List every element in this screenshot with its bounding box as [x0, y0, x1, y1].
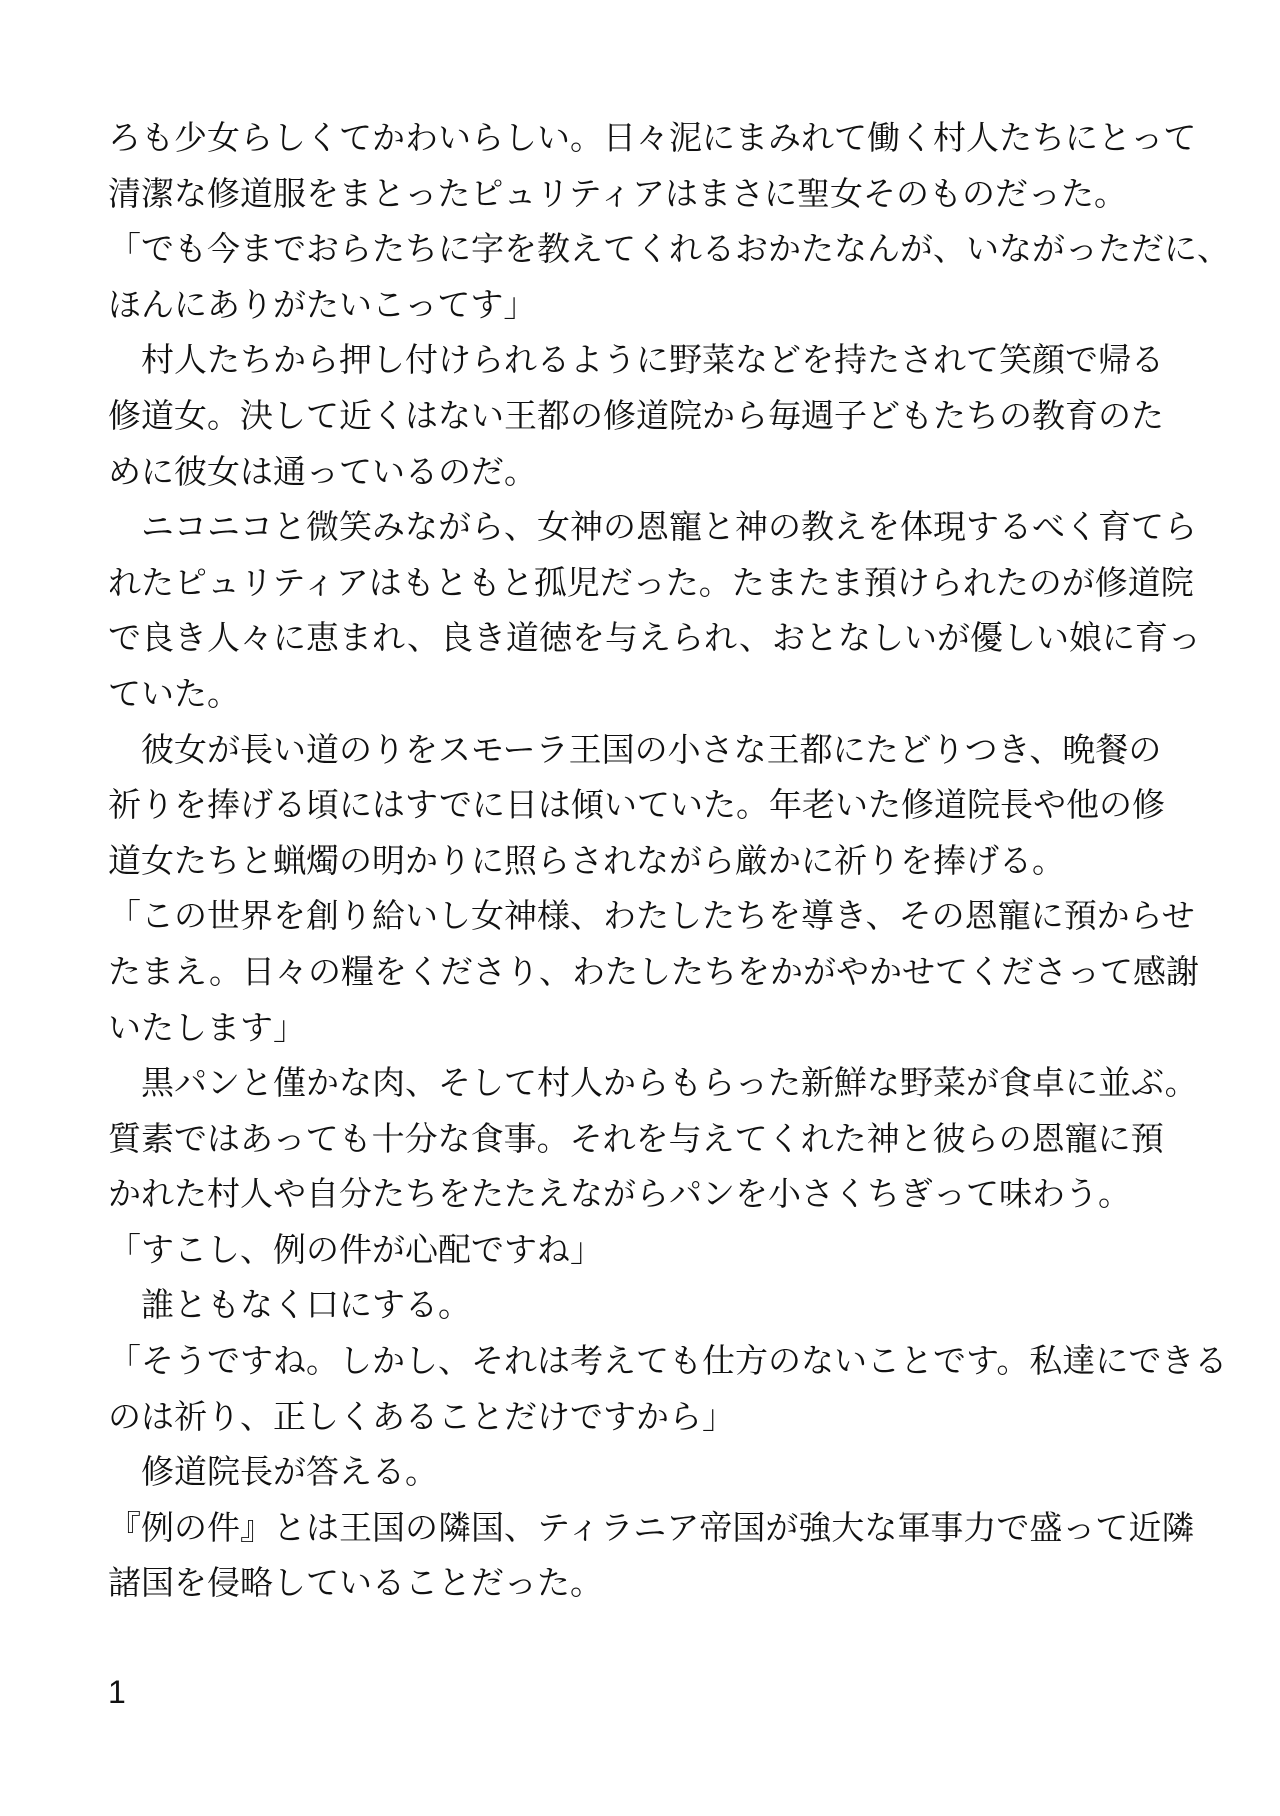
text-line: のは祈り、正しくあることだけですから」: [108, 1396, 735, 1436]
text-line: 黒パンと僅かな肉、そして村人からもらった新鮮な野菜が食卓に並ぶ。: [108, 1063, 1198, 1103]
text-line: 道女たちと蝋燭の明かりに照らされながら厳かに祈りを捧げる。: [108, 840, 1065, 880]
text-line: 彼女が長い道のりをスモーラ王国の小さな王都にたどりつき、晩餐の: [108, 729, 1162, 769]
text-line: ていた。: [108, 673, 240, 713]
text-line: かれた村人や自分たちをたたえながらパンを小さくちぎって味わう。: [108, 1174, 1131, 1214]
text-line: たまえ。日々の糧をくださり、わたしたちをかがやかせてくださって感謝: [108, 951, 1199, 991]
text-line: いたします」: [108, 1007, 306, 1047]
text-line: 「すこし、例の件が心配ですね」: [108, 1229, 603, 1269]
text-line: ろも少女らしくてかわいらしい。日々泥にまみれて働く村人たちにとって: [108, 118, 1197, 157]
text-line: 「そうですね。しかし、それは考えても仕方のないことです。私達にできる: [108, 1341, 1228, 1381]
body-text: [108, 110, 1230, 1611]
text-line: 誰ともなく口にする。: [108, 1285, 471, 1325]
text-line: めに彼女は通っているのだ。: [108, 451, 537, 491]
text-line: 質素ではあっても十分な食事。それを与えてくれた神と彼らの恩寵に預: [108, 1118, 1164, 1158]
text-line: 諸国を侵略していることだった。: [108, 1563, 603, 1603]
text-line: 修道女。決して近くはない王都の修道院から毎週子どもたちの教育のた: [108, 395, 1164, 435]
text-line: れたピュリティアはもともと孤児だった。たまたま預けられたのが修道院: [108, 562, 1194, 602]
text-line: ニコニコと微笑みながら、女神の恩寵と神の教えを体現するべく育てら: [108, 507, 1197, 547]
text-line: 村人たちから押し付けられるように野菜などを持たされて笑顔で帰る: [108, 340, 1164, 380]
text-line: 「でも今までおらたちに字を教えてくれるおかたなんが、いながっただに、: [108, 229, 1230, 269]
page-number: 1: [108, 1674, 126, 1710]
text-line: ほんにありがたいこってす」: [108, 284, 537, 324]
text-line: で良き人々に恵まれ、良き道徳を与えられ、おとなしいが優しい娘に育っ: [108, 618, 1201, 658]
text-line: 『例の件』とは王国の隣国、ティラニア帝国が強大な軍事力で盛って近隣: [108, 1507, 1195, 1547]
text-line: 修道院長が答える。: [108, 1452, 438, 1492]
text-line: 清潔な修道服をまとったピュリティアはまさに聖女そのものだった。: [108, 173, 1128, 213]
text-line: 祈りを捧げる頃にはすでに日は傾いていた。年老いた修道院長や他の修: [108, 785, 1165, 825]
text-line: 「この世界を創り給いし女神様、わたしたちを導き、その恩寵に預からせ: [108, 896, 1195, 936]
